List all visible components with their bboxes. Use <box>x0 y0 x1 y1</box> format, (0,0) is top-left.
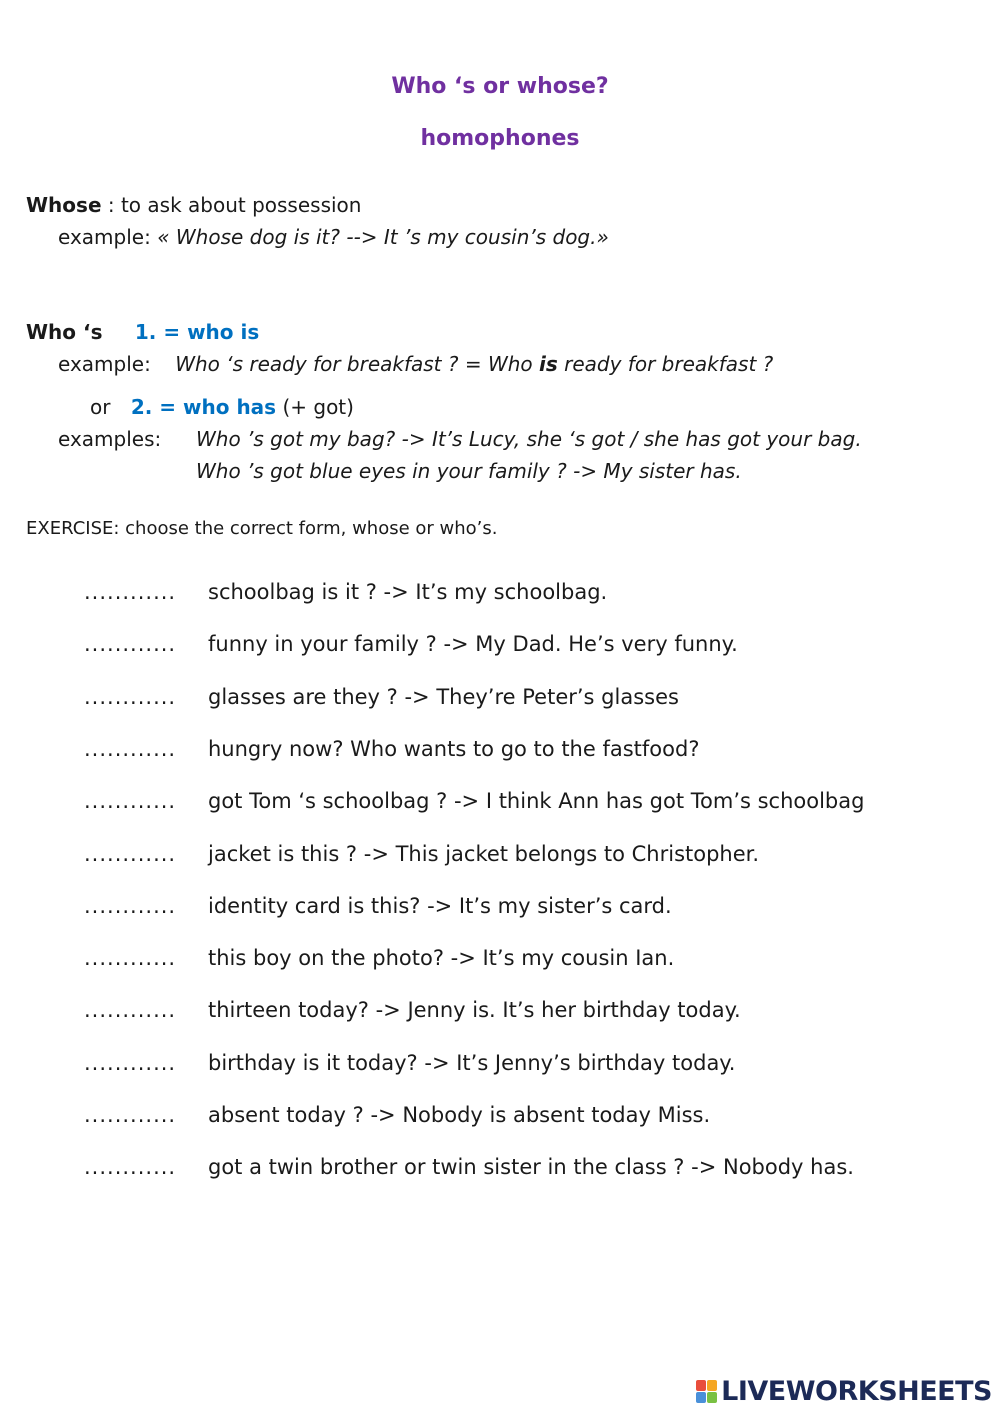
answer-blank[interactable]: ............ <box>84 893 177 918</box>
exercise-item-text: thirteen today? -> Jenny is. It’s her birthday today. <box>208 998 741 1023</box>
exercise-item-text: hungry now? Who wants to go to the fastfood? <box>208 736 700 761</box>
answer-blank[interactable]: ............ <box>84 1050 177 1075</box>
logo-text: LIVEWORKSHEETS <box>721 1376 992 1407</box>
exercise-item <box>84 1103 710 1127</box>
whos-example-2-line2: Who ’s got blue eyes in your family ? -> My sister has. <box>196 459 742 483</box>
whos-meaning-2-line <box>90 395 354 419</box>
liveworksheets-logo <box>696 1376 992 1407</box>
exercise-item <box>84 737 699 761</box>
whos-examples-label: examples: <box>58 427 162 451</box>
exercise-item <box>84 580 607 604</box>
or-label: or <box>90 395 111 419</box>
logo-icon <box>696 1380 717 1403</box>
answer-blank[interactable]: ............ <box>84 1103 177 1127</box>
exercise-instruction: EXERCISE: choose the correct form, whose or who’s. <box>26 518 498 539</box>
exercise-item-text: got a twin brother or twin sister in the class ? -> Nobody has. <box>208 1155 854 1180</box>
exercise-item <box>84 998 741 1022</box>
whose-example <box>58 225 609 249</box>
answer-blank[interactable]: ............ <box>84 1155 177 1180</box>
exercise-item-text: this boy on the photo? -> It’s my cousin Ian. <box>208 946 675 971</box>
exercise-item-text: absent today ? -> Nobody is absent today Miss. <box>208 1103 711 1127</box>
exercise-item <box>84 894 672 918</box>
whos-example-1 <box>58 352 773 376</box>
exercise-item-text: schoolbag is it ? -> It’s my schoolbag. <box>208 580 608 604</box>
answer-blank[interactable]: ............ <box>84 789 177 814</box>
answer-blank[interactable]: ............ <box>84 946 177 971</box>
whose-example-text: « Whose dog is it? --> It ’s my cousin’s dog.» <box>157 225 609 249</box>
answer-blank[interactable]: ............ <box>84 998 177 1023</box>
exercise-item-text: jacket is this ? -> This jacket belongs to Christopher. <box>208 841 760 866</box>
exercise-item <box>84 1155 854 1179</box>
page-title: Who ‘s or whose? <box>391 74 609 99</box>
answer-blank[interactable]: ............ <box>84 736 177 761</box>
whose-definition <box>26 193 361 217</box>
whose-definition-text: : to ask about possession <box>101 193 362 217</box>
whos-example-1-part1: Who ‘s ready for breakfast ? = Who <box>175 352 540 376</box>
exercise-item <box>84 842 759 866</box>
exercise-item <box>84 946 674 970</box>
whose-example-label: example: <box>58 225 158 249</box>
page-subtitle: homophones <box>420 126 580 151</box>
whos-heading <box>26 320 259 344</box>
whos-meaning-2-extra: (+ got) <box>276 395 354 419</box>
answer-blank[interactable]: ............ <box>84 841 177 866</box>
whos-example-1-label: example: <box>58 352 151 376</box>
whos-example-2-line1: Who ’s got my bag? -> It’s Lucy, she ‘s got / she has got your bag. <box>196 427 862 451</box>
exercise-item-text: glasses are they ? -> They’re Peter’s glasses <box>208 684 679 709</box>
exercise-item <box>84 1051 735 1075</box>
answer-blank[interactable]: ............ <box>84 580 177 604</box>
answer-blank[interactable]: ............ <box>84 632 177 657</box>
answer-blank[interactable]: ............ <box>84 684 177 709</box>
whos-examples-2 <box>58 427 161 451</box>
exercise-item-text: birthday is it today? -> It’s Jenny’s birthday today. <box>208 1050 736 1075</box>
exercise-item <box>84 685 679 709</box>
whos-example-1-part2: ready for breakfast ? <box>557 352 774 376</box>
exercise-item <box>84 789 864 813</box>
whos-example-1-bold: is <box>539 352 558 376</box>
whose-term: Whose <box>26 193 102 217</box>
whos-term: Who ‘s <box>26 320 103 344</box>
exercise-item-text: funny in your family ? -> My Dad. He’s very funny. <box>208 632 738 657</box>
exercise-item <box>84 632 738 656</box>
whos-example-1-text <box>175 352 773 376</box>
exercise-item-text: identity card is this? -> It’s my sister’s card. <box>208 893 672 918</box>
exercise-item-text: got Tom ‘s schoolbag ? -> I think Ann has got Tom’s schoolbag <box>208 789 865 814</box>
whos-meaning-1: 1. = who is <box>134 320 260 344</box>
whos-meaning-2: 2. = who has <box>130 395 277 419</box>
